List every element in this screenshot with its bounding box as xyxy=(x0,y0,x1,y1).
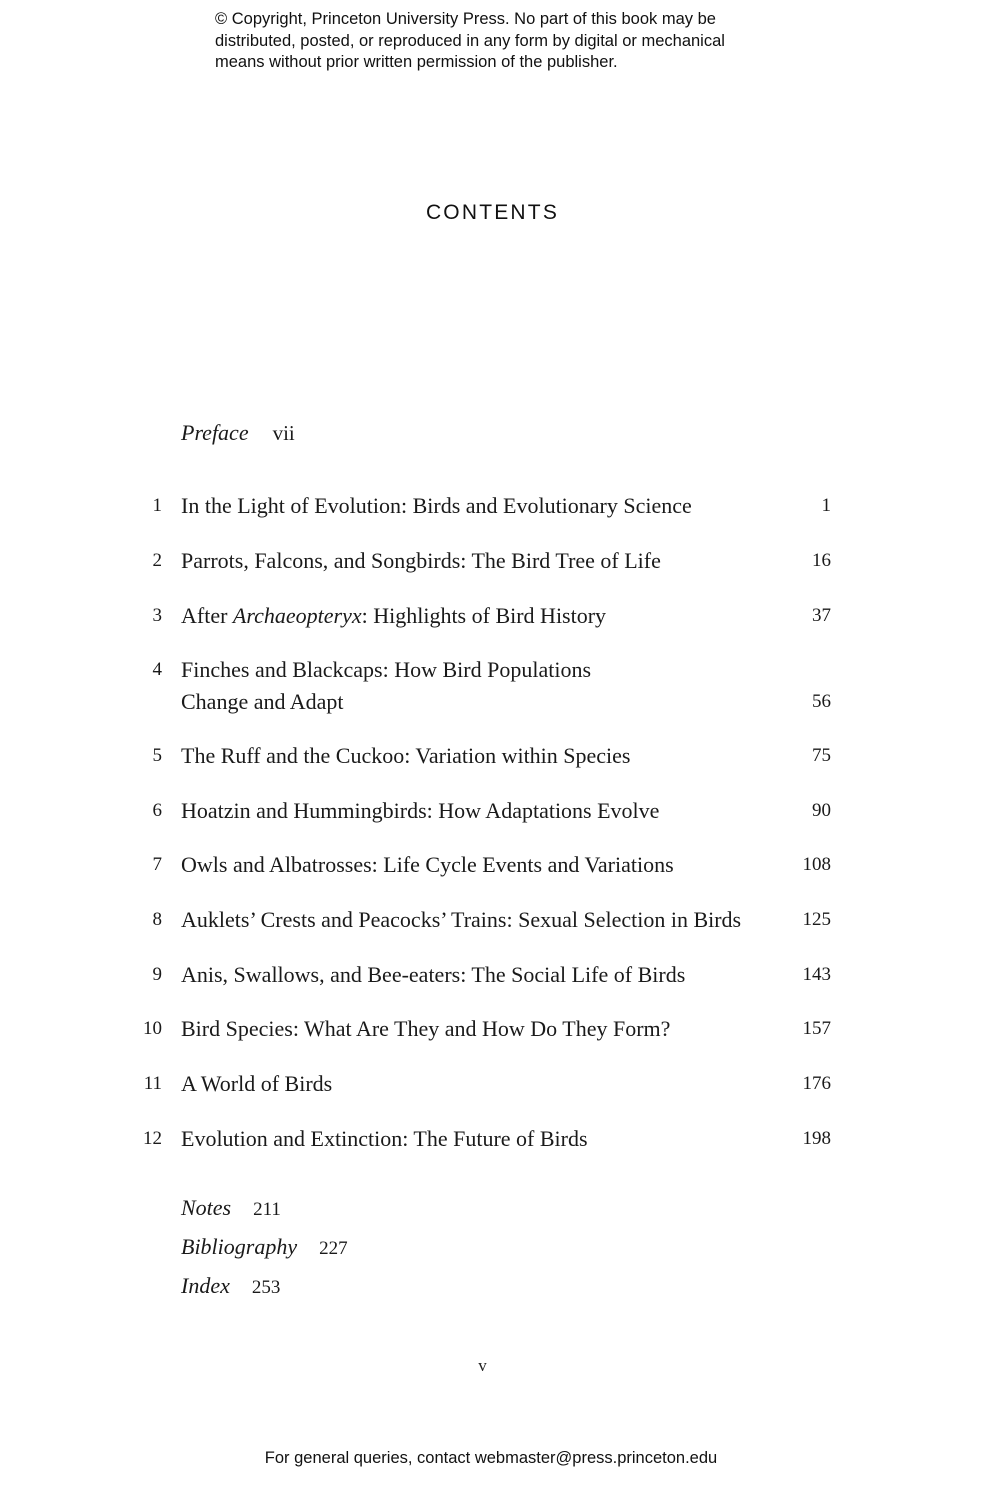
entry-page: 227 xyxy=(319,1238,348,1259)
chapter-title: Owls and Albatrosses: Life Cycle Events and Variations xyxy=(181,852,674,877)
entry-label: Preface xyxy=(181,420,249,445)
chapter-number: 4 xyxy=(152,659,162,680)
page-number: v xyxy=(478,1356,487,1375)
chapter-title: The Ruff and the Cuckoo: Variation within Species xyxy=(181,743,631,768)
chapter-number: 5 xyxy=(152,745,162,766)
chapter-number: 9 xyxy=(152,964,162,985)
toc-entry-index[interactable] xyxy=(181,1273,280,1299)
entry-label: Index xyxy=(181,1273,230,1298)
chapter-page: 16 xyxy=(812,550,831,571)
chapter-number: 6 xyxy=(152,800,162,821)
chapter-title: Evolution and Extinction: The Future of Birds xyxy=(181,1126,588,1151)
copyright-line: means without prior written permission of the publisher. xyxy=(215,53,618,71)
chapter-page: 75 xyxy=(812,745,831,766)
chapter-title: Auklets’ Crests and Peacocks’ Trains: Sexual Selection in Birds xyxy=(181,907,742,932)
toc-entry-bibliography[interactable] xyxy=(181,1234,348,1260)
chapter-number: 10 xyxy=(143,1018,162,1039)
chapter-page: 56 xyxy=(812,691,831,712)
chapter-title: Finches and Blackcaps: How Bird Populations Change and Adapt xyxy=(181,657,592,714)
chapter-page: 198 xyxy=(802,1128,831,1149)
chapter-number: 12 xyxy=(143,1128,162,1149)
chapter-title: Bird Species: What Are They and How Do They Form? xyxy=(181,1016,671,1041)
toc-entry-notes[interactable] xyxy=(181,1195,281,1221)
entry-page: 211 xyxy=(253,1199,281,1220)
chapter-title: Hoatzin and Hummingbirds: How Adaptations Evolve xyxy=(181,798,660,823)
chapter-number: 11 xyxy=(143,1073,162,1094)
chapter-page: 108 xyxy=(802,854,831,875)
chapter-number: 3 xyxy=(152,605,162,626)
page-title: CONTENTS xyxy=(425,201,560,224)
chapter-title: Parrots, Falcons, and Songbirds: The Bird Tree of Life xyxy=(181,548,661,573)
chapter-page: 37 xyxy=(812,605,831,626)
entry-page: 253 xyxy=(251,1277,281,1298)
chapter-title: Anis, Swallows, and Bee-eaters: The Social Life of Birds xyxy=(181,962,686,987)
copyright-line: distributed, posted, or reproduced in any form by digital or mechanical xyxy=(215,31,725,50)
chapter-page: 157 xyxy=(802,1018,831,1039)
chapter-title: After Archaeopteryx: Highlights of Bird History xyxy=(181,603,607,628)
chapter-number: 1 xyxy=(152,495,162,516)
italic-term: Archaeopteryx xyxy=(232,603,362,628)
chapter-number: 2 xyxy=(152,550,162,571)
chapter-number: 8 xyxy=(152,909,162,930)
copyright-line: © Copyright, Princeton University Press. No part of this book may be xyxy=(215,10,716,28)
chapter-page: 125 xyxy=(802,909,831,930)
chapter-title: In the Light of Evolution: Birds and Evolutionary Science xyxy=(181,493,692,518)
chapter-number: 7 xyxy=(152,854,162,875)
entry-label: Bibliography xyxy=(181,1234,298,1259)
entry-label: Notes xyxy=(181,1195,232,1220)
copyright-notice xyxy=(215,9,815,74)
chapter-title: A World of Birds xyxy=(181,1071,333,1096)
chapter-page: 176 xyxy=(802,1073,831,1094)
chapter-page: 143 xyxy=(802,964,831,985)
contact-footer: For general queries, contact webmaster@press.princeton.edu xyxy=(264,1449,718,1467)
chapter-page: 1 xyxy=(821,495,831,516)
chapter-page: 90 xyxy=(812,800,831,821)
toc-entry-preface[interactable] xyxy=(181,420,295,446)
entry-page: vii xyxy=(272,421,295,445)
